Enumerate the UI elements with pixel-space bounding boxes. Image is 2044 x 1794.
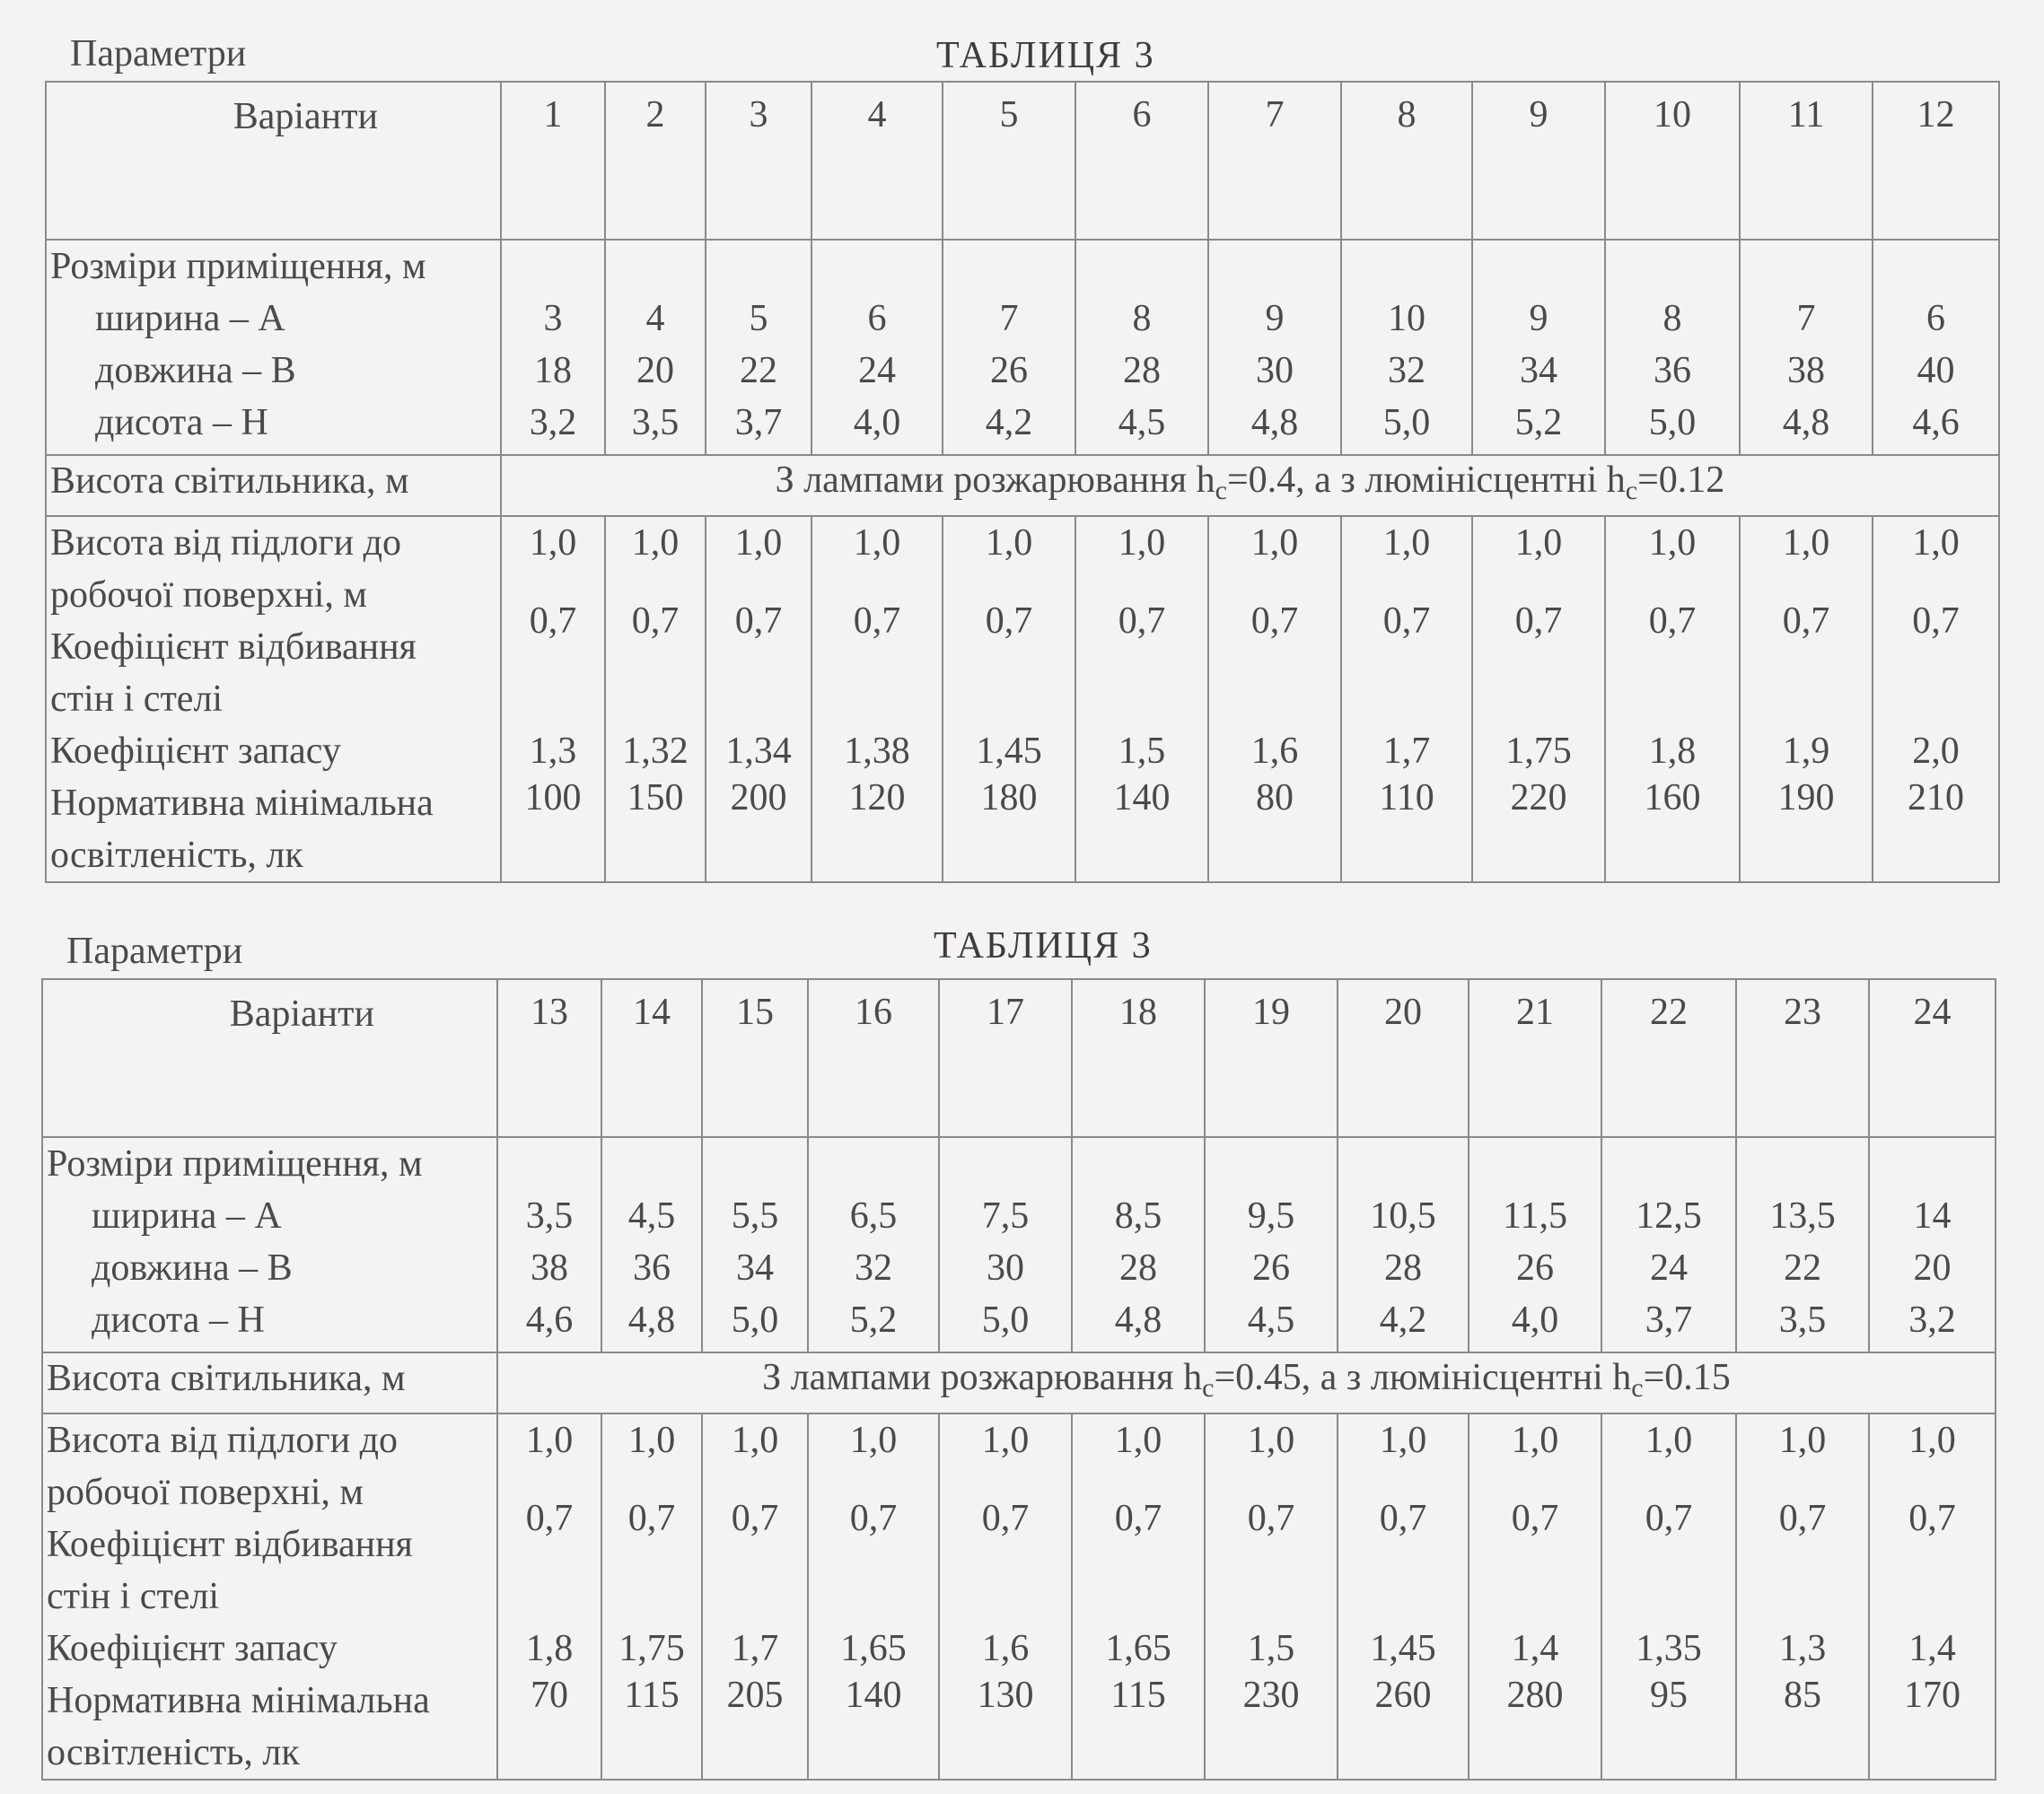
dimension-values-cell (706, 240, 811, 455)
values-cell (706, 516, 811, 882)
reserve-factor-value: 1,8 (1648, 731, 1697, 772)
reserve-factor-value: 1,35 (1636, 1628, 1702, 1669)
length-value: 32 (855, 1247, 892, 1289)
values-cell (601, 1413, 702, 1780)
dimension-values-cell (601, 1137, 702, 1352)
dimension-values-cell (1740, 240, 1873, 455)
width-value: 4,5 (627, 1195, 676, 1237)
length-value: 28 (1384, 1247, 1422, 1289)
reserve-factor-value: 1,38 (844, 731, 910, 772)
dimension-values-cell (497, 1137, 601, 1352)
variant-number: 4 (811, 82, 943, 240)
room-dimensions-label-cell (46, 240, 501, 455)
reserve-factor-value: 1,45 (1370, 1628, 1436, 1669)
height-value: 4,8 (1782, 402, 1830, 443)
reflection-value: 0,7 (1912, 600, 1960, 642)
lamp-height-value: З лампами розжарювання $h_c=0.4$, а з люмінісцентні $h_c=0.12$ (501, 455, 1999, 516)
floor-height-value: 1,0 (1118, 522, 1166, 564)
length-label: довжина – В (95, 350, 296, 391)
dimension-values-cell (702, 1137, 808, 1352)
reserve-factor-value: 1,7 (731, 1628, 779, 1669)
table-1-title: ТАБЛИЦЯ 3 (936, 35, 1155, 76)
values-cell (1605, 516, 1740, 882)
reserve-factor-value: 1,6 (1250, 731, 1299, 772)
reflection-value: 0,7 (1908, 1498, 1956, 1539)
parameters-label-cell (46, 516, 501, 882)
reserve-factor-value: 1,6 (981, 1628, 1030, 1669)
dimension-values-cell (1075, 240, 1208, 455)
width-value: 6 (867, 298, 887, 339)
reflection-value: 0,7 (529, 600, 577, 642)
width-value: 12,5 (1636, 1195, 1702, 1237)
variant-number: 10 (1605, 82, 1740, 240)
height-value: 4,2 (985, 402, 1033, 443)
illuminance-value: 115 (1110, 1675, 1166, 1716)
width-value: 7 (999, 298, 1019, 339)
floor-height-label-line2: робочої поверхні, м (47, 1472, 364, 1513)
values-cell (605, 516, 706, 882)
reserve-factor-label: Коефіцієнт запасу (50, 731, 341, 772)
variant-number: 11 (1740, 82, 1873, 240)
dimension-values-cell (1208, 240, 1341, 455)
illuminance-value: 280 (1506, 1675, 1564, 1716)
reserve-factor-value: 1,34 (725, 731, 792, 772)
room-dimensions-label: Розміри приміщення, м (50, 246, 426, 287)
floor-height-value: 1,0 (529, 522, 577, 564)
length-value: 24 (1650, 1247, 1688, 1289)
length-value: 26 (1516, 1247, 1554, 1289)
variant-number: 2 (605, 82, 706, 240)
height-value: 5,2 (1514, 402, 1563, 443)
reserve-factor-value: 1,7 (1382, 731, 1431, 772)
width-value: 6 (1926, 298, 1945, 339)
length-value: 20 (1913, 1247, 1952, 1289)
illuminance-value: 120 (848, 777, 906, 818)
length-value: 22 (740, 350, 777, 391)
reflection-value: 0,7 (849, 1498, 898, 1539)
dimension-values-cell (939, 1137, 1072, 1352)
parameters-label-cell (42, 1413, 497, 1780)
illuminance-value: 85 (1784, 1675, 1821, 1716)
width-value: 8,5 (1114, 1195, 1162, 1237)
dimension-values-cell (1605, 240, 1740, 455)
height-value: 5,2 (849, 1300, 898, 1341)
reflection-value: 0,7 (525, 1498, 574, 1539)
variant-number: 9 (1472, 82, 1605, 240)
floor-height-value: 1,0 (1645, 1420, 1693, 1461)
parameters-header: Параметри (70, 33, 247, 74)
illuminance-label-line1: Нормативна мінімальна (50, 783, 434, 824)
floor-height-value: 1,0 (1782, 522, 1830, 564)
height-label: дисота – Н (95, 402, 268, 443)
dimension-values-cell (808, 1137, 939, 1352)
floor-height-value: 1,0 (985, 522, 1033, 564)
floor-height-value: 1,0 (1514, 522, 1563, 564)
height-value: 5,0 (1382, 402, 1431, 443)
length-value: 30 (1256, 350, 1294, 391)
variant-number: 8 (1341, 82, 1472, 240)
length-label: довжина – В (92, 1247, 293, 1289)
variant-number: 24 (1869, 979, 1996, 1137)
table-1-header-row (46, 82, 1999, 240)
width-value: 5 (749, 298, 768, 339)
values-cell (1869, 1413, 1996, 1780)
height-value: 4,8 (1114, 1300, 1162, 1341)
illuminance-value: 160 (1644, 777, 1701, 818)
dimension-values-cell (1469, 1137, 1601, 1352)
variant-number: 7 (1208, 82, 1341, 240)
lamp-height-value: З лампами розжарювання $h_c=0.45$, а з люмінісцентні $h_c=0.15$ (497, 1352, 1996, 1413)
illuminance-value: 220 (1510, 777, 1567, 818)
dimension-values-cell (1736, 1137, 1869, 1352)
reflection-value: 0,7 (981, 1498, 1030, 1539)
height-value: 5,0 (1648, 402, 1697, 443)
variant-number: 17 (939, 979, 1072, 1137)
length-value: 40 (1917, 350, 1955, 391)
width-value: 14 (1913, 1195, 1952, 1237)
illuminance-value: 190 (1777, 777, 1835, 818)
reserve-factor-value: 1,5 (1247, 1628, 1295, 1669)
parameters-header: Параметри (66, 931, 243, 972)
length-value: 30 (987, 1247, 1024, 1289)
reflection-value: 0,7 (1782, 600, 1830, 642)
floor-height-value: 1,0 (1511, 1420, 1559, 1461)
reserve-factor-value: 1,4 (1908, 1628, 1956, 1669)
table-2-values-row (42, 1413, 1996, 1780)
width-value: 8 (1132, 298, 1152, 339)
floor-height-value: 1,0 (1908, 1420, 1956, 1461)
floor-height-value: 1,0 (1247, 1420, 1295, 1461)
width-value: 7,5 (981, 1195, 1030, 1237)
illuminance-value: 140 (1113, 777, 1171, 818)
reflection-value: 0,7 (631, 600, 680, 642)
floor-height-value: 1,0 (1648, 522, 1697, 564)
illuminance-value: 95 (1650, 1675, 1688, 1716)
variant-number: 20 (1338, 979, 1469, 1137)
table-1-values-row (46, 516, 1999, 882)
reflection-label-line2: стін і стелі (47, 1576, 220, 1617)
illuminance-value: 180 (980, 777, 1038, 818)
width-value: 11,5 (1503, 1195, 1567, 1237)
lamp-height-label: Висота світильника, м (46, 455, 501, 516)
width-value: 9 (1529, 298, 1548, 339)
variant-number: 6 (1075, 82, 1208, 240)
floor-height-value: 1,0 (981, 1420, 1030, 1461)
illuminance-value: 115 (624, 1675, 680, 1716)
reflection-label-line2: стін і стелі (50, 678, 224, 720)
reflection-value: 0,7 (853, 600, 901, 642)
width-value: 10,5 (1370, 1195, 1436, 1237)
width-label: ширина – А (95, 298, 285, 339)
reflection-value: 0,7 (985, 600, 1033, 642)
length-value: 28 (1119, 1247, 1157, 1289)
length-value: 18 (534, 350, 572, 391)
height-value: 4,5 (1247, 1300, 1295, 1341)
table-2-title: ТАБЛИЦЯ 3 (934, 925, 1153, 967)
reflection-label-line1: Коефіцієнт відбивання (50, 626, 417, 668)
reflection-value: 0,7 (1645, 1498, 1693, 1539)
reflection-value: 0,7 (734, 600, 783, 642)
variant-number: 3 (706, 82, 811, 240)
height-value: 3,5 (1778, 1300, 1827, 1341)
illuminance-label-line2: освітленість, лк (50, 835, 303, 876)
length-value: 22 (1784, 1247, 1821, 1289)
variant-number: 21 (1469, 979, 1601, 1137)
values-cell (1472, 516, 1605, 882)
length-value: 36 (633, 1247, 671, 1289)
width-value: 4 (645, 298, 665, 339)
reflection-value: 0,7 (1778, 1498, 1827, 1539)
length-value: 28 (1123, 350, 1161, 391)
illuminance-label-line1: Нормативна мінімальна (47, 1680, 430, 1721)
reserve-factor-value: 1,65 (840, 1628, 907, 1669)
floor-height-label-line1: Висота від підлоги до (47, 1420, 399, 1461)
width-label: ширина – А (92, 1195, 282, 1237)
height-value: 4,0 (853, 402, 901, 443)
floor-height-value: 1,0 (1382, 522, 1431, 564)
height-value: 4,6 (1912, 402, 1960, 443)
length-value: 26 (990, 350, 1028, 391)
reserve-factor-value: 1,3 (1778, 1628, 1827, 1669)
height-value: 3,2 (529, 402, 577, 443)
floor-height-label-line1: Висота від підлоги до (50, 522, 402, 564)
dimension-values-cell (1341, 240, 1472, 455)
length-value: 38 (1787, 350, 1825, 391)
reflection-value: 0,7 (731, 1498, 779, 1539)
reflection-value: 0,7 (1382, 600, 1431, 642)
reflection-value: 0,7 (1648, 600, 1697, 642)
variant-number: 23 (1736, 979, 1869, 1137)
width-value: 13,5 (1769, 1195, 1836, 1237)
variant-number: 12 (1873, 82, 1999, 240)
values-cell (501, 516, 605, 882)
length-value: 36 (1654, 350, 1691, 391)
reserve-factor-value: 1,9 (1782, 731, 1830, 772)
floor-height-value: 1,0 (1778, 1420, 1827, 1461)
floor-height-value: 1,0 (1114, 1420, 1162, 1461)
width-value: 7 (1796, 298, 1816, 339)
values-cell (1208, 516, 1341, 882)
floor-height-value: 1,0 (1912, 522, 1960, 564)
reflection-value: 0,7 (1247, 1498, 1295, 1539)
values-cell (1736, 1413, 1869, 1780)
values-cell (702, 1413, 808, 1780)
reflection-value: 0,7 (1511, 1498, 1559, 1539)
width-value: 6,5 (849, 1195, 898, 1237)
reserve-factor-value: 1,75 (1505, 731, 1572, 772)
room-dimensions-label: Розміри приміщення, м (47, 1143, 423, 1185)
length-value: 26 (1252, 1247, 1290, 1289)
variant-number: 19 (1205, 979, 1338, 1137)
height-value: 4,5 (1118, 402, 1166, 443)
variant-number: 18 (1072, 979, 1205, 1137)
reserve-factor-label: Коефіцієнт запасу (47, 1628, 338, 1669)
length-value: 32 (1388, 350, 1426, 391)
width-value: 5,5 (731, 1195, 779, 1237)
illuminance-value: 80 (1256, 777, 1294, 818)
width-value: 3,5 (525, 1195, 574, 1237)
floor-height-value: 1,0 (631, 522, 680, 564)
values-cell (1873, 516, 1999, 882)
reflection-label-line1: Коефіцієнт відбивання (47, 1524, 413, 1565)
lamp-height-label: Висота світильника, м (42, 1352, 497, 1413)
illuminance-value: 210 (1908, 777, 1964, 818)
floor-height-value: 1,0 (525, 1420, 574, 1461)
variant-number: 14 (601, 979, 702, 1137)
values-cell (1205, 1413, 1338, 1780)
floor-height-value: 1,0 (849, 1420, 898, 1461)
reserve-factor-value: 1,45 (976, 731, 1042, 772)
length-value: 38 (531, 1247, 568, 1289)
length-value: 34 (1520, 350, 1557, 391)
room-dimensions-label-cell (42, 1137, 497, 1352)
illuminance-value: 150 (627, 777, 684, 818)
dimension-values-cell (1472, 240, 1605, 455)
dimension-values-cell (1338, 1137, 1469, 1352)
dimension-values-cell (1072, 1137, 1205, 1352)
variant-number: 16 (808, 979, 939, 1137)
reserve-factor-value: 1,8 (525, 1628, 574, 1669)
variants-header: Варіанти (232, 96, 378, 137)
dimension-values-cell (1869, 1137, 1996, 1352)
dimension-values-cell (501, 240, 605, 455)
height-value: 4,8 (1250, 402, 1299, 443)
illuminance-value: 110 (1379, 777, 1434, 818)
width-value: 9 (1265, 298, 1285, 339)
values-cell (808, 1413, 939, 1780)
illuminance-value: 140 (845, 1675, 902, 1716)
illuminance-value: 230 (1242, 1675, 1300, 1716)
height-value: 4,0 (1511, 1300, 1559, 1341)
illuminance-value: 170 (1904, 1675, 1961, 1716)
length-value: 20 (636, 350, 674, 391)
table-2-header-row (42, 979, 1996, 1137)
variant-number: 5 (943, 82, 1075, 240)
table-2-corner-cell (42, 931, 497, 1137)
values-cell (497, 1413, 601, 1780)
height-value: 5,0 (731, 1300, 779, 1341)
reserve-factor-value: 1,75 (618, 1628, 685, 1669)
illuminance-value: 205 (726, 1675, 784, 1716)
values-cell (943, 516, 1075, 882)
illuminance-value: 260 (1374, 1675, 1432, 1716)
reserve-factor-value: 1,3 (529, 731, 577, 772)
values-cell (1341, 516, 1472, 882)
height-value: 4,2 (1379, 1300, 1427, 1341)
values-cell (1469, 1413, 1601, 1780)
table-2-room-row (42, 1137, 1996, 1352)
values-cell (1075, 516, 1208, 882)
dimension-values-cell (1601, 1137, 1736, 1352)
reserve-factor-value: 1,5 (1118, 731, 1166, 772)
height-value: 3,5 (631, 402, 680, 443)
illuminance-value: 200 (730, 777, 787, 818)
dimension-values-cell (1205, 1137, 1338, 1352)
values-cell (1072, 1413, 1205, 1780)
variant-number: 15 (702, 979, 808, 1137)
variant-number: 22 (1601, 979, 1736, 1137)
width-value: 10 (1388, 298, 1426, 339)
floor-height-value: 1,0 (731, 1420, 779, 1461)
height-label: дисота – Н (92, 1300, 265, 1341)
values-cell (1601, 1413, 1736, 1780)
floor-height-value: 1,0 (1250, 522, 1299, 564)
dimension-values-cell (811, 240, 943, 455)
height-value: 3,7 (734, 402, 783, 443)
dimension-values-cell (605, 240, 706, 455)
height-value: 5,0 (981, 1300, 1030, 1341)
dimension-values-cell (943, 240, 1075, 455)
reflection-value: 0,7 (1118, 600, 1166, 642)
values-cell (939, 1413, 1072, 1780)
floor-height-value: 1,0 (1379, 1420, 1427, 1461)
reserve-factor-value: 1,4 (1511, 1628, 1559, 1669)
values-cell (811, 516, 943, 882)
reflection-value: 0,7 (627, 1498, 676, 1539)
variant-number: 1 (501, 82, 605, 240)
floor-height-value: 1,0 (734, 522, 783, 564)
illuminance-value: 70 (531, 1675, 568, 1716)
length-value: 34 (736, 1247, 774, 1289)
floor-height-value: 1,0 (853, 522, 901, 564)
reserve-factor-value: 1,65 (1105, 1628, 1171, 1669)
reflection-value: 0,7 (1514, 600, 1563, 642)
variants-header: Варіанти (229, 993, 374, 1035)
dimension-values-cell (1873, 240, 1999, 455)
table-1-room-row (46, 240, 1999, 455)
reflection-value: 0,7 (1250, 600, 1299, 642)
height-value: 4,8 (627, 1300, 676, 1341)
length-value: 24 (858, 350, 896, 391)
values-cell (1338, 1413, 1469, 1780)
width-value: 9,5 (1247, 1195, 1295, 1237)
floor-height-value: 1,0 (627, 1420, 676, 1461)
width-value: 3 (543, 298, 563, 339)
table-1-lamp-row (46, 455, 1999, 516)
illuminance-value: 100 (524, 777, 582, 818)
reflection-value: 0,7 (1114, 1498, 1162, 1539)
variant-number: 13 (497, 979, 601, 1137)
height-value: 4,6 (525, 1300, 574, 1341)
width-value: 8 (1662, 298, 1682, 339)
illuminance-label-line2: освітленість, лк (47, 1732, 300, 1773)
reserve-factor-value: 2,0 (1912, 731, 1960, 772)
illuminance-value: 130 (977, 1675, 1034, 1716)
reserve-factor-value: 1,32 (622, 731, 689, 772)
table-1-corner-cell (46, 33, 501, 240)
table-2-lamp-row (42, 1352, 1996, 1413)
height-value: 3,2 (1908, 1300, 1956, 1341)
height-value: 3,7 (1645, 1300, 1693, 1341)
values-cell (1740, 516, 1873, 882)
floor-height-label-line2: робочої поверхні, м (50, 574, 368, 616)
reflection-value: 0,7 (1379, 1498, 1427, 1539)
